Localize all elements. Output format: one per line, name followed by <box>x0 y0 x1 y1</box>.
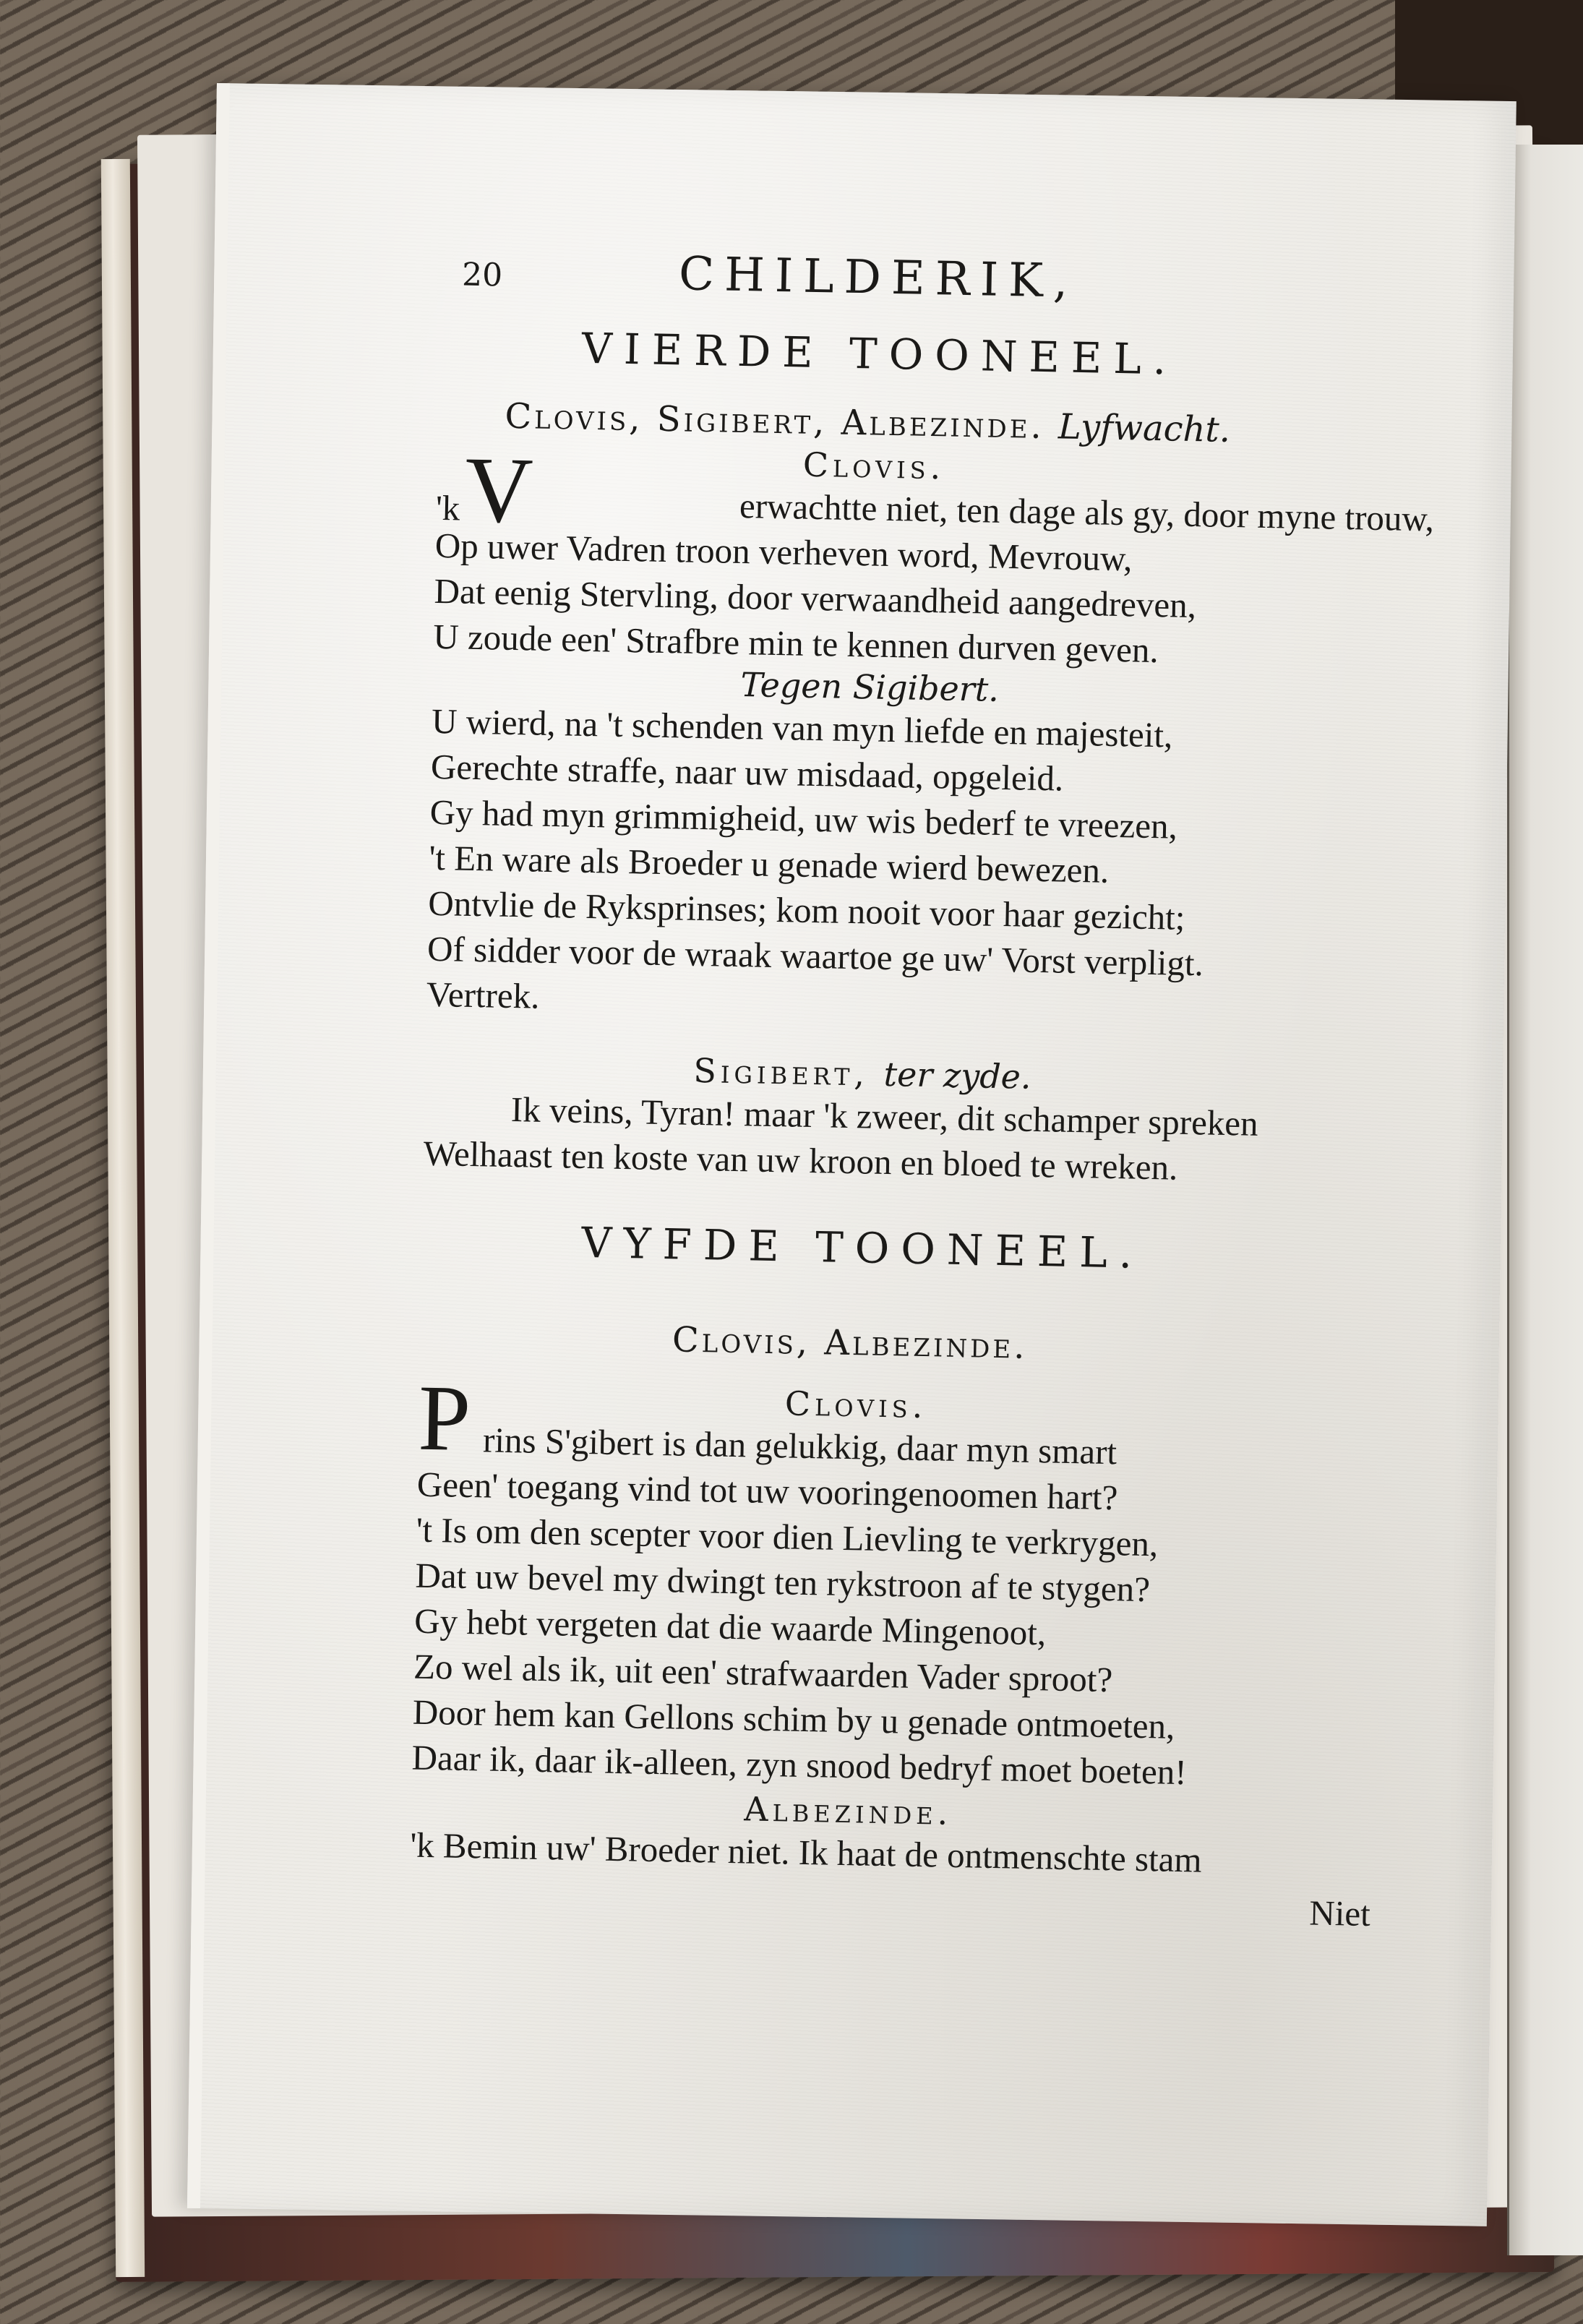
verse-line: Op uwer Vadren troon verheven word, Mevrouw, <box>434 525 1133 579</box>
verse-line: Dat uw bevel my dwingt ten rykstroon af te stygen? <box>415 1555 1151 1610</box>
verse-line: Vertrek. <box>426 974 540 1016</box>
verse-line: Of sidder voor de wraak waartoe ge uw' Vorst verpligt. <box>426 928 1204 984</box>
speaker-albezinde: Albezinde. <box>743 1789 953 1832</box>
scene-title-5: VYFDE TOONEEL. <box>580 1217 1144 1278</box>
verse-line: rins S'gibert is dan gelukkig, daar myn smart <box>482 1420 1117 1472</box>
verse-block <box>187 1412 1423 1800</box>
catchword: Niet <box>1308 1892 1371 1934</box>
running-title: CHILDERIK, <box>678 247 1078 309</box>
dropcap-letter: P <box>417 1365 472 1472</box>
verse-line: Welhaast ten koste van uw kroon en bloed te wreken. <box>423 1133 1178 1188</box>
verse-line: U zoude een' Strafbre min te kennen durven geven. <box>432 616 1159 671</box>
stage-direction: Tegen Sigibert. <box>740 665 1000 709</box>
verse-line: erwachtte niet, ten dage als gy, door myne trouw, <box>739 485 1435 539</box>
speaker-note: ter zyde. <box>883 1054 1032 1097</box>
verse-line: Gerechte straffe, naar uw misdaad, opgeleid. <box>430 746 1064 799</box>
verse-line: Zo wel als ik, uit een' strafwaarden Vader sproot? <box>413 1646 1113 1700</box>
scene-title-4: VIERDE TOONEEL. <box>581 323 1178 385</box>
verse-line: 'k Bemin uw' Broeder niet. Ik haat de ontmenschte stam <box>409 1825 1203 1880</box>
verse-line: 't Is om den scepter voor dien Lievling te verkrygen, <box>416 1509 1159 1564</box>
cast-list: Clovis, Albezinde. <box>672 1319 1029 1367</box>
speaker-clovis: Clovis. <box>802 445 945 487</box>
verse-line: U wierd, na 't schenden van myn liefde en majesteit, <box>431 700 1173 755</box>
verse-line: Gy had myn grimmigheid, uw wis bederf te vreezen, <box>429 792 1178 846</box>
verse-line: Ik veins, Tyran! maar 'k zweer, dit schamper spreken <box>510 1089 1259 1144</box>
verse-line: Gy hebt vergeten dat die waarde Mingenoot, <box>413 1600 1047 1653</box>
verse-line: Daar ik, daar ik-alleen, zyn snood bedryf moet boeten! <box>411 1737 1188 1793</box>
verse-line: Door hem kan Gellons schim by u genade ontmoeten, <box>412 1691 1175 1746</box>
facing-page-edge <box>1507 145 1583 2255</box>
verse-line: Dat eenig Stervling, door verwaandheid aangedreven, <box>434 570 1197 626</box>
speaker-clovis: Clovis. <box>784 1384 927 1426</box>
speaker-name: Sigibert, <box>692 1050 870 1094</box>
dropcap-prefix: 'k <box>435 487 460 528</box>
page-number: 20 <box>461 256 503 294</box>
verse-line: 't En ware als Broeder u genade wierd bewezen. <box>429 837 1110 891</box>
verse-line: Geen' toegang vind tot uw vooringenoomen hart? <box>416 1464 1118 1518</box>
verse-block <box>202 694 1436 1037</box>
verse-line: Ontvlie de Ryksprinses; kom nooit voor haar gezicht; <box>427 883 1186 938</box>
cast-list: Clovis, Sigibert, Albezinde. <box>504 395 1045 447</box>
dropcap-letter: V <box>464 437 534 544</box>
cast-note: Lyfwacht. <box>1058 406 1231 450</box>
verse-block <box>209 473 1441 679</box>
page-text <box>185 239 1446 1935</box>
scene-5-cast <box>275 1312 1425 1375</box>
